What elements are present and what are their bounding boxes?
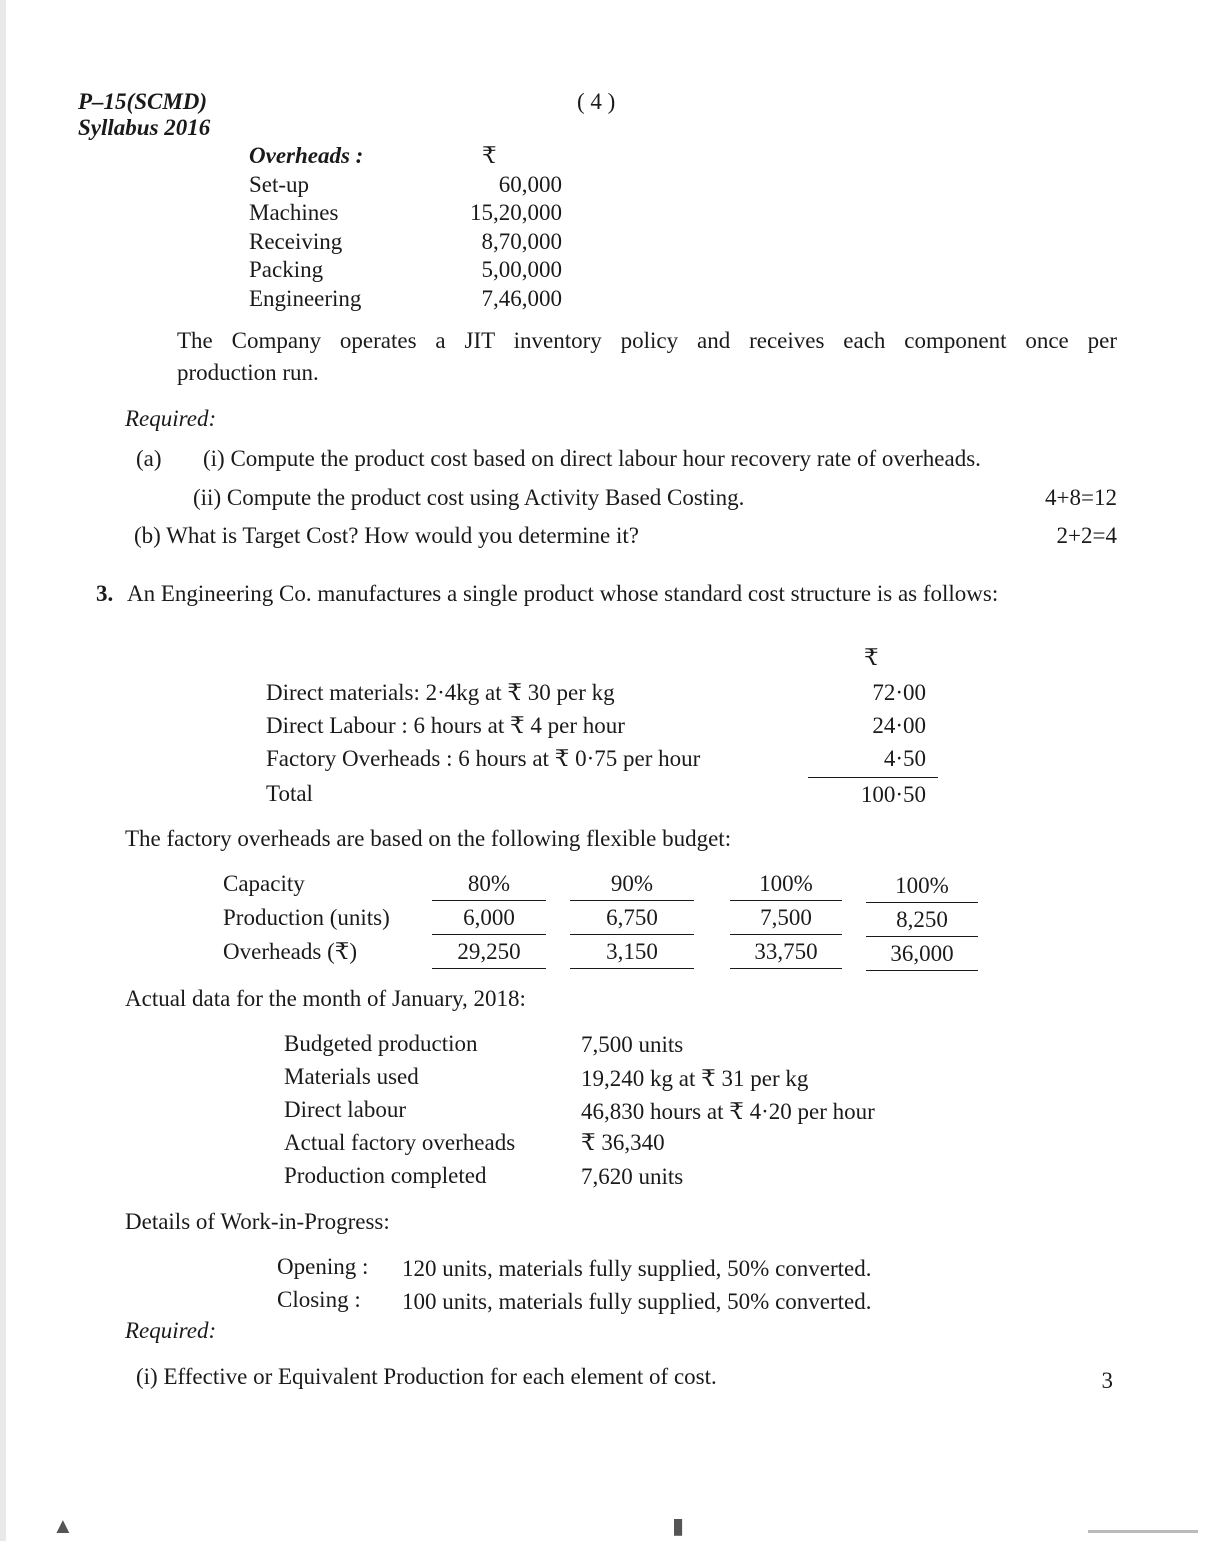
std-cost-label: Direct materials: 2·4kg at ₹ 30 per kg <box>266 680 615 705</box>
page-edge-shadow <box>0 0 6 1541</box>
flex-budget-intro: The factory overheads are based on the following flexible budget: <box>125 826 732 851</box>
flex-capacity: 80% <box>467 871 511 896</box>
page-number: ( 4 ) <box>577 89 616 114</box>
flex-rule <box>866 936 978 937</box>
required-item-i-marks: 3 <box>1101 1368 1113 1393</box>
flex-production: 7,500 <box>760 905 812 930</box>
paper-code: P–15(SCMD) <box>78 89 208 114</box>
actual-data-intro: Actual data for the month of January, 2018: <box>125 986 526 1011</box>
actual-value: 7,620 units <box>581 1164 684 1189</box>
part-a-ii: (ii) Compute the product cost using Activity Based Costing. <box>193 485 745 510</box>
overhead-label: Engineering <box>249 286 362 311</box>
std-cost-amount: 4·50 <box>883 746 926 771</box>
flex-rule <box>432 934 546 935</box>
flex-overheads: 33,750 <box>754 939 818 964</box>
std-cost-total-label: Total <box>266 781 313 806</box>
std-cost-amount: 24·00 <box>872 713 926 738</box>
flex-capacity: 100% <box>895 873 949 898</box>
flex-rule <box>866 902 978 903</box>
std-cost-total-amount: 100·50 <box>860 782 926 807</box>
syllabus-label: Syllabus 2016 <box>78 115 211 140</box>
actual-value: 7,500 units <box>581 1032 684 1057</box>
jit-note-line-2: production run. <box>177 360 319 385</box>
std-cost-label: Factory Overheads : 6 hours at ₹ 0·75 per hour <box>266 746 701 771</box>
actual-value: 19,240 kg at ₹ 31 per kg <box>581 1066 809 1091</box>
question-3-intro: An Engineering Co. manufactures a single product whose standard cost structure is as follows: <box>127 581 999 606</box>
actual-label: Budgeted production <box>284 1031 478 1056</box>
flex-rule <box>730 968 842 969</box>
jit-note-line-1: The Company operates a JIT inventory policy and receives each component once per <box>177 328 1117 353</box>
overheads-currency: ₹ <box>482 143 497 168</box>
flex-rule <box>866 970 978 971</box>
flex-row-label: Overheads (₹) <box>223 939 358 964</box>
actual-value: 46,830 hours at ₹ 4·20 per hour <box>581 1099 875 1124</box>
overhead-amount: 60,000 <box>498 172 562 197</box>
flex-production: 8,250 <box>896 907 948 932</box>
part-b-marks: 2+2=4 <box>1056 523 1117 548</box>
std-cost-label: Direct Labour : 6 hours at ₹ 4 per hour <box>266 713 625 738</box>
part-b: (b) What is Target Cost? How would you determine it? <box>134 523 639 548</box>
overhead-amount: 15,20,000 <box>470 200 562 225</box>
wip-value: 120 units, materials fully supplied, 50% converted. <box>402 1256 872 1281</box>
required-item-i: (i) Effective or Equivalent Production for each element of cost. <box>136 1364 717 1389</box>
overheads-heading: Overheads : <box>249 143 364 168</box>
wip-label: Opening : <box>277 1254 369 1279</box>
flex-rule <box>432 900 546 901</box>
overhead-amount: 5,00,000 <box>481 257 562 282</box>
std-cost-amount: 72·00 <box>872 680 926 705</box>
std-cost-currency: ₹ <box>864 645 879 670</box>
overhead-label: Receiving <box>249 229 343 254</box>
flex-rule <box>730 900 842 901</box>
std-cost-total-rule <box>808 777 938 778</box>
flex-overheads: 36,000 <box>890 941 954 966</box>
flex-rule <box>570 968 694 969</box>
required-label: Required: <box>125 1318 217 1343</box>
flex-overheads: 29,250 <box>457 939 521 964</box>
flex-capacity: 100% <box>759 871 813 896</box>
flex-rule <box>570 934 694 935</box>
part-a-i: (i) Compute the product cost based on direct labour hour recovery rate of overheads. <box>203 446 981 471</box>
flex-rule <box>730 934 842 935</box>
flex-production: 6,000 <box>463 905 515 930</box>
flex-row-label: Capacity <box>223 871 305 896</box>
actual-label: Direct labour <box>284 1097 406 1122</box>
wip-label: Closing : <box>277 1287 361 1312</box>
flex-overheads: 3,150 <box>606 939 658 964</box>
overhead-label: Machines <box>249 200 339 225</box>
flex-rule <box>570 900 694 901</box>
scan-mark: ▮ <box>672 1513 685 1538</box>
flex-row-label: Production (units) <box>223 905 390 930</box>
actual-label: Materials used <box>284 1064 419 1089</box>
part-a-marker: (a) <box>136 446 162 471</box>
overhead-label: Set-up <box>249 172 310 197</box>
required-label: Required: <box>125 406 217 431</box>
flex-capacity: 90% <box>610 871 654 896</box>
actual-label: Actual factory overheads <box>284 1130 516 1155</box>
scan-mark <box>1088 1530 1198 1533</box>
overhead-amount: 7,46,000 <box>481 286 562 311</box>
part-a-marks: 4+8=12 <box>1045 485 1117 510</box>
question-number: 3. <box>96 581 114 606</box>
actual-value: ₹ 36,340 <box>581 1130 665 1155</box>
wip-value: 100 units, materials fully supplied, 50% converted. <box>402 1289 872 1314</box>
actual-label: Production completed <box>284 1163 487 1188</box>
wip-intro: Details of Work-in-Progress: <box>125 1209 390 1234</box>
scan-mark: ▲ <box>52 1513 74 1538</box>
overhead-label: Packing <box>249 257 324 282</box>
flex-rule <box>432 968 546 969</box>
overhead-amount: 8,70,000 <box>481 229 562 254</box>
flex-production: 6,750 <box>606 905 658 930</box>
